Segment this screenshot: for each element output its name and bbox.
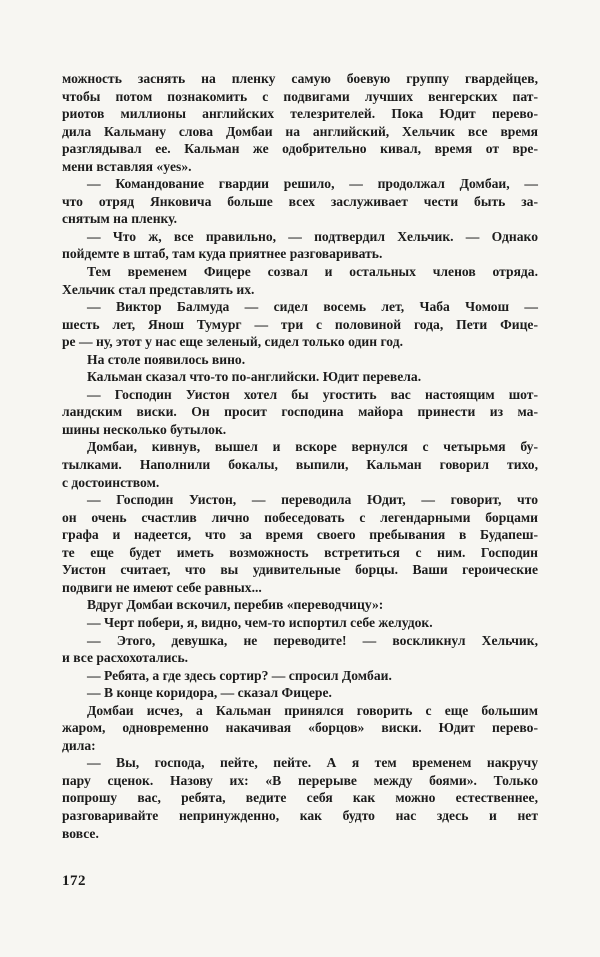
- text-line: Вдруг Домбаи вскочил, перебив «переводчицу»:: [87, 597, 384, 613]
- text-line: Уистон считает, что вы удивительные борцы. Ваши героические: [62, 562, 538, 578]
- text-line: он очень счастлив лично побеседовать с легендарными борцами: [62, 509, 538, 525]
- text-line: — Командование гвардии решило, — продолжал Домбаи, —: [87, 176, 538, 192]
- text-line: снятым на пленку.: [62, 211, 177, 227]
- text-line: — Черт побери, я, видно, чем-то испортил себе желудок.: [87, 614, 433, 630]
- text-line: графа и надеется, что за время своего пребывания в Будапеш-: [62, 527, 538, 543]
- text-line: Тем временем Фицере созвал и остальных членов отряда.: [87, 264, 538, 280]
- text-line: попрошу вас, ребята, ведите себя как можно естественнее,: [62, 790, 538, 806]
- page-body-text: [62, 70, 538, 842]
- text-line: Хельчик стал представлять их.: [62, 281, 255, 297]
- text-line: Домбаи, кивнув, вышел и вскоре вернулся с четырьмя бу-: [87, 439, 538, 455]
- text-line: — В конце коридора, — сказал Фицере.: [87, 685, 332, 701]
- text-line: пару сценок. Назову их: «В перерыве между боями». Только: [62, 772, 538, 788]
- text-line: разглядывал ее. Кальман же одобрительно кивал, время от вре-: [62, 141, 538, 157]
- text-line: — Господин Уистон, — переводила Юдит, — говорит, что: [87, 492, 538, 508]
- text-line: с достоинством.: [62, 474, 160, 490]
- page-number: 172: [62, 873, 86, 889]
- text-line: риотов миллионы английских телезрителей. Пока Юдит перево-: [62, 106, 538, 122]
- text-line: жаром, одновременно накачивая «борцов» виски. Юдит перево-: [62, 720, 538, 736]
- text-line: те еще будет иметь возможность встретиться с ним. Господин: [62, 544, 538, 560]
- text-line: — Вы, господа, пейте, пейте. А я тем временем накручу: [87, 755, 538, 771]
- text-line: вовсе.: [62, 825, 99, 841]
- text-line: тылками. Наполнили бокалы, выпили, Кальман говорил тихо,: [62, 457, 538, 473]
- text-line: дила Кальману слова Домбаи на английский, Хельчик все время: [62, 123, 538, 139]
- text-line: ландским виски. Он просит господина майора принести из ма-: [62, 404, 538, 420]
- text-line: На столе появилось вино.: [87, 351, 246, 367]
- text-line: — Этого, девушка, не переводите! — воскликнул Хельчик,: [87, 632, 538, 648]
- text-line: что отряд Янковича больше всех заслуживает чести быть за-: [62, 193, 538, 209]
- text-line: мени вставляя «yes».: [62, 158, 192, 174]
- text-line: чтобы потом познакомить с подвигами лучших венгерских пат-: [62, 88, 538, 104]
- text-line: Кальман сказал что-то по-английски. Юдит перевела.: [87, 369, 422, 385]
- text-line: — Что ж, все правильно, — подтвердил Хельчик. — Однако: [87, 228, 538, 244]
- text-line: — Виктор Балмуда — сидел восемь лет, Чаба Чомош —: [87, 299, 538, 315]
- text-line: дила:: [62, 737, 96, 753]
- text-line: пойдемте в штаб, там куда приятнее разговаривать.: [62, 246, 383, 262]
- text-line: разговаривайте непринужденно, как будто нас здесь и нет: [62, 807, 538, 823]
- text-line: можность заснять на пленку самую боевую группу гвардейцев,: [62, 71, 538, 86]
- text-line: — Господин Уистон хотел бы угостить вас настоящим шот-: [87, 386, 538, 402]
- text-line: шины несколько бутылок.: [62, 421, 227, 437]
- text-line: шесть лет, Янош Тумург — три с половиной года, Пети Фице-: [62, 316, 538, 332]
- text-line: и все расхохотались.: [62, 650, 189, 666]
- text-line: подвиги не имеют себе равных...: [62, 579, 262, 595]
- text-line: Домбаи исчез, а Кальман принялся говорить с еще большим: [87, 702, 538, 718]
- text-line: ре — ну, этот у нас еще зеленый, сидел только один год.: [62, 334, 403, 350]
- text-line: — Ребята, а где здесь сортир? — спросил Домбаи.: [87, 667, 392, 683]
